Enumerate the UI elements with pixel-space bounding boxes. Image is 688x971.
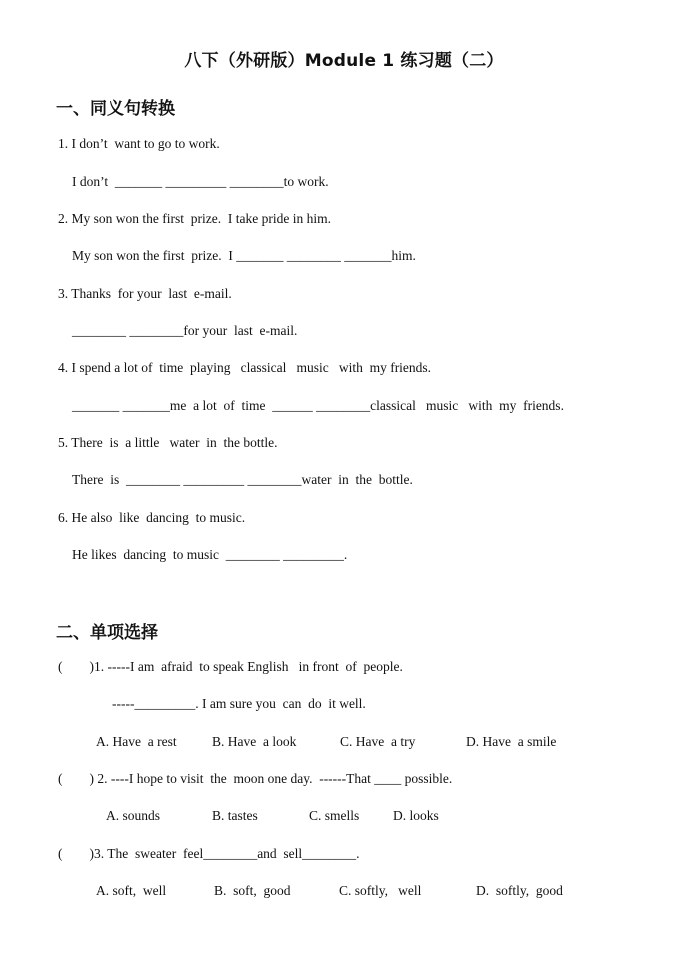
choice-question-1: ( )1. -----I am afraid to speak English in front of people. bbox=[58, 659, 403, 674]
choice-question-3: ( )3. The sweater feel________and sell________. bbox=[58, 846, 360, 861]
q1-option-b: B. Have a look bbox=[212, 734, 297, 749]
section-heading-choice: 二、单项选择 bbox=[56, 623, 158, 643]
question-1: 1. I don’t want to go to work. bbox=[58, 136, 220, 151]
q1-option-a: A. Have a rest bbox=[96, 734, 177, 749]
question-4: 4. I spend a lot of time playing classical music with my friends. bbox=[58, 360, 432, 375]
question-2: 2. My son won the first prize. I take pride in him. bbox=[58, 211, 331, 226]
section-heading-synonym: 一、同义句转换 bbox=[56, 99, 175, 119]
q1-option-d: D. Have a smile bbox=[466, 734, 557, 749]
q2-option-a: A. sounds bbox=[106, 808, 161, 823]
choice-question-1-line2: -----_________. I am sure you can do it well. bbox=[112, 696, 366, 711]
answer-1: I don’t _______ _________ ________to work. bbox=[72, 174, 329, 189]
answer-5: There is ________ _________ ________water in the bottle. bbox=[72, 472, 413, 487]
q3-option-a: A. soft, well bbox=[96, 883, 167, 898]
q3-option-d: D. softly, good bbox=[476, 883, 563, 898]
q2-option-c: C. smells bbox=[309, 808, 360, 823]
answer-2: My son won the first prize. I _______ ________ _______him. bbox=[72, 248, 416, 263]
question-6: 6. He also like dancing to music. bbox=[58, 510, 246, 525]
question-5: 5. There is a little water in the bottle. bbox=[58, 435, 278, 450]
answer-3: ________ ________for your last e-mail. bbox=[72, 323, 298, 338]
question-3: 3. Thanks for your last e-mail. bbox=[58, 286, 232, 301]
q1-option-c: C. Have a try bbox=[340, 734, 416, 749]
page-title: 八下（外研版）Module 1 练习题（二） bbox=[184, 51, 504, 71]
choice-question-2: ( ) 2. ----I hope to visit the moon one day. ------That ____ possible. bbox=[58, 771, 453, 786]
q2-option-b: B. tastes bbox=[212, 808, 258, 823]
q2-option-d: D. looks bbox=[393, 808, 439, 823]
answer-6: He likes dancing to music ________ _________. bbox=[72, 547, 348, 562]
q3-option-b: B. soft, good bbox=[214, 883, 291, 898]
answer-4: _______ _______me a lot of time ______ ________classical music with my friends. bbox=[72, 398, 564, 413]
q3-option-c: C. softly, well bbox=[339, 883, 422, 898]
